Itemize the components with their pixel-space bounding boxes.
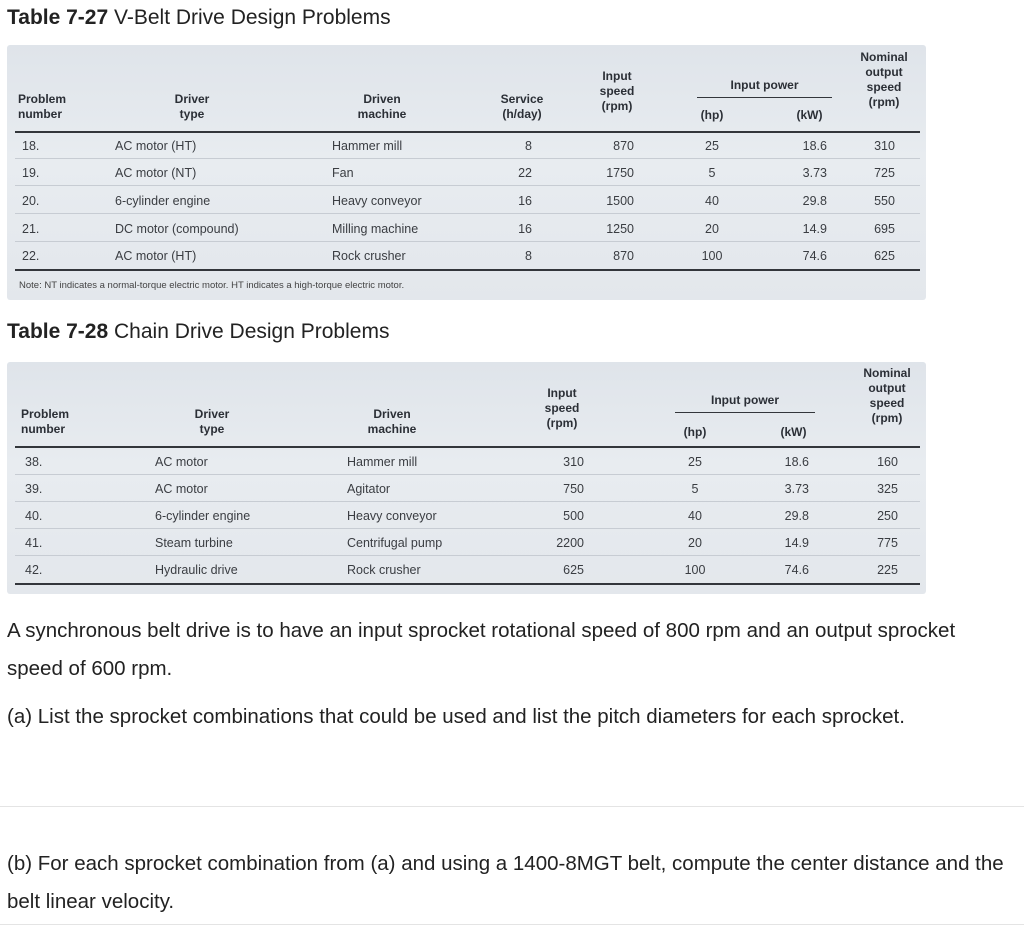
- t27-cell: 1500: [606, 194, 634, 208]
- t27-cell: 29.8: [802, 194, 827, 208]
- t28-header-kw: (kW): [780, 425, 807, 439]
- table-28-title: Chain Drive Design Problems: [114, 320, 390, 343]
- t27-cell: 19.: [22, 166, 40, 180]
- t27-cell: 18.6: [802, 139, 827, 153]
- t28-cell: 325: [877, 482, 898, 496]
- t28-cell: AC motor: [155, 482, 208, 496]
- t27-header-service: Service (h/day): [500, 92, 544, 121]
- t27-header-rule: [15, 131, 920, 133]
- t27-cell: 5: [708, 166, 716, 180]
- table-28-caption: [7, 320, 389, 344]
- t27-row-divider: [15, 213, 920, 214]
- t27-row-divider: [15, 185, 920, 186]
- t28-cell: 40: [688, 509, 702, 523]
- t27-cell: 18.: [22, 139, 40, 153]
- t27-cell: 21.: [22, 222, 40, 236]
- t27-header-driven: Driven machine: [357, 92, 407, 121]
- t28-header-output-speed: Nominal output speed (rpm): [863, 366, 911, 425]
- t27-row-divider: [15, 158, 920, 159]
- t28-cell: 160: [877, 455, 898, 469]
- t28-header-driver: Driver type: [194, 407, 230, 436]
- question-part-b: (b) For each sprocket combination from (a) and using a 1400-8MGT belt, compute the center distance and the belt linear velocity.: [7, 852, 1004, 913]
- t28-cell: 25: [688, 455, 702, 469]
- t28-cell: AC motor: [155, 455, 208, 469]
- t27-header-kw: (kW): [796, 108, 823, 122]
- t27-cell: 74.6: [802, 249, 827, 263]
- t27-header-driver: Driver type: [174, 92, 210, 121]
- t28-cell: 39.: [25, 482, 43, 496]
- t28-bottom-rule: [15, 583, 920, 585]
- t28-cell: 20: [688, 536, 702, 550]
- t28-cell: 625: [563, 563, 584, 577]
- t28-cell: 500: [563, 509, 584, 523]
- table-27-number: Table 7-27: [7, 6, 109, 29]
- t28-cell: 38.: [25, 455, 43, 469]
- t28-cell: 750: [563, 482, 584, 496]
- t27-note: Note: NT indicates a normal-torque electric motor. HT indicates a high-torque electric motor.: [19, 280, 405, 291]
- t28-cell: Centrifugal pump: [347, 536, 443, 550]
- t27-cell: 725: [874, 166, 895, 180]
- t28-header-rule: [15, 446, 920, 448]
- t27-cell: 870: [613, 249, 634, 263]
- t28-cell: 310: [563, 455, 584, 469]
- t28-cell: 2200: [556, 536, 584, 550]
- t28-cell: 29.8: [784, 509, 809, 523]
- t28-header-hp: (hp): [683, 425, 707, 439]
- t27-cell: 8: [525, 139, 532, 153]
- t27-cell: 3.73: [802, 166, 827, 180]
- t28-cell: Rock crusher: [347, 563, 421, 577]
- t28-cell: Steam turbine: [155, 536, 233, 550]
- table-28-number: Table 7-28: [7, 320, 109, 343]
- t27-cell: Milling machine: [332, 222, 419, 236]
- t28-cell: Agitator: [347, 482, 391, 496]
- t28-cell: 6-cylinder engine: [155, 509, 251, 523]
- t28-cell: 41.: [25, 536, 43, 550]
- section-divider: [0, 806, 1024, 807]
- t28-cell: 225: [877, 563, 898, 577]
- t28-header-driven: Driven machine: [367, 407, 417, 436]
- t28-cell: Hammer mill: [347, 455, 418, 469]
- t28-cell: Heavy conveyor: [347, 509, 437, 523]
- t27-cell: 8: [525, 249, 532, 263]
- t27-cell: 22.: [22, 249, 40, 263]
- t27-header-output-speed: Nominal output speed (rpm): [860, 50, 908, 109]
- t27-cell: 20: [705, 222, 719, 236]
- table-27-caption: [7, 6, 391, 30]
- t27-cell: 625: [874, 249, 895, 263]
- t27-cell: 16: [518, 194, 532, 208]
- t27-cell: DC motor (compound): [115, 222, 239, 236]
- question-part-a: (a) List the sprocket combinations that could be used and list the pitch diameters for each sprocket.: [7, 705, 905, 728]
- t27-cell: AC motor (HT): [115, 249, 197, 263]
- t28-header-problem: Problem number: [21, 407, 70, 436]
- t28-cell: 74.6: [784, 563, 809, 577]
- t27-cell: AC motor (HT): [115, 139, 197, 153]
- t27-cell: 14.9: [802, 222, 827, 236]
- t28-cell: 40.: [25, 509, 43, 523]
- table-28: [7, 362, 926, 594]
- t28-cell: 3.73: [784, 482, 809, 496]
- t28-row-divider: [15, 474, 920, 475]
- t28-row-divider: [15, 501, 920, 502]
- t28-cell: 42.: [25, 563, 43, 577]
- t27-cell: 16: [518, 222, 532, 236]
- t27-header-input-speed: Input speed (rpm): [599, 69, 635, 113]
- t27-header-input-power: Input power: [730, 78, 799, 92]
- t27-cell: 25: [705, 139, 719, 153]
- table-27: [7, 45, 926, 300]
- t28-power-underline: [675, 412, 815, 413]
- t28-cell: 14.9: [784, 536, 809, 550]
- t28-cell: 18.6: [784, 455, 809, 469]
- t28-cell: Hydraulic drive: [155, 563, 238, 577]
- t27-cell: 6-cylinder engine: [115, 194, 211, 208]
- t27-header-problem: Problem number: [18, 92, 67, 121]
- t28-cell: 250: [877, 509, 898, 523]
- t27-cell: 1750: [606, 166, 634, 180]
- t27-header-hp: (hp): [700, 108, 724, 122]
- t27-cell: AC motor (NT): [115, 166, 197, 180]
- t27-cell: 550: [874, 194, 895, 208]
- question-intro: A synchronous belt drive is to have an input sprocket rotational speed of 800 rpm and an output sprocket speed of 600 rpm.: [7, 619, 956, 680]
- t28-header-input-power: Input power: [711, 393, 779, 407]
- t27-cell: Hammer mill: [332, 139, 403, 153]
- t27-cell: Fan: [332, 166, 354, 180]
- t28-row-divider: [15, 555, 920, 556]
- t28-header-input-speed: Input speed (rpm): [544, 386, 580, 430]
- t27-row-divider: [15, 241, 920, 242]
- t27-cell: 22: [518, 166, 532, 180]
- t28-cell: 775: [877, 536, 898, 550]
- t27-cell: 20.: [22, 194, 40, 208]
- t28-row-divider: [15, 528, 920, 529]
- t27-bottom-rule: [15, 269, 920, 271]
- t28-cell: 100: [684, 563, 706, 577]
- t27-cell: Rock crusher: [332, 249, 406, 263]
- section-divider: [0, 924, 1024, 925]
- t27-cell: Heavy conveyor: [332, 194, 422, 208]
- t27-cell: 40: [705, 194, 719, 208]
- t27-cell: 1250: [606, 222, 634, 236]
- t27-cell: 870: [613, 139, 634, 153]
- t27-cell: 310: [874, 139, 895, 153]
- t27-power-underline: [697, 97, 832, 98]
- table-27-title: V-Belt Drive Design Problems: [114, 6, 391, 29]
- t27-cell: 695: [874, 222, 895, 236]
- t27-cell: 100: [701, 249, 723, 263]
- t28-cell: 5: [691, 482, 699, 496]
